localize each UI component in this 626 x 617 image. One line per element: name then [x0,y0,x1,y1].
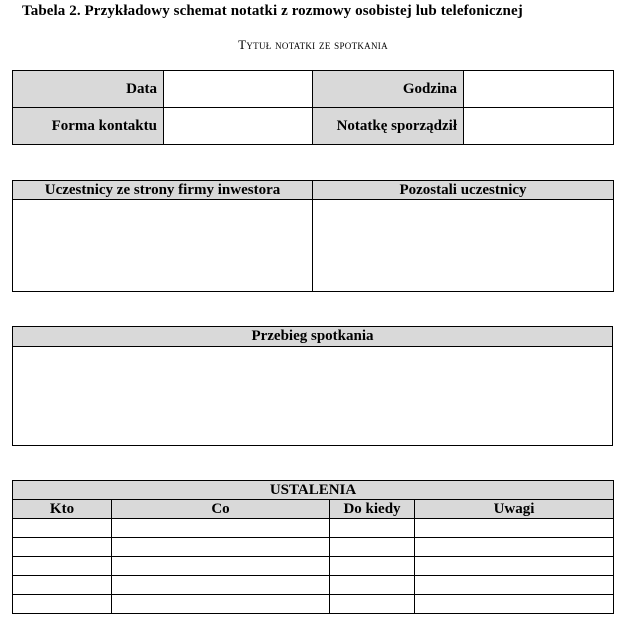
what-cell[interactable] [112,557,330,576]
who-cell[interactable] [13,595,112,614]
document-title: Tabela 2. Przykładowy schemat notatki z rozmowy osobistej lub telefonicznej [22,3,523,19]
deadline-cell[interactable] [330,576,415,595]
participants-table [12,180,614,292]
prepared-by-label: Notatkę sporządził [313,108,464,145]
notes-cell[interactable] [415,576,614,595]
column-header-who: Kto [13,500,112,519]
table-row [13,538,614,557]
column-header-deadline: Do kiedy [330,500,415,519]
deadline-cell[interactable] [330,595,415,614]
who-cell[interactable] [13,519,112,538]
notes-cell[interactable] [415,595,614,614]
what-cell[interactable] [112,538,330,557]
deadline-cell[interactable] [330,557,415,576]
meeting-course-field[interactable] [13,347,613,446]
agreements-title: USTALENIA [13,481,614,500]
table-row [13,595,614,614]
table-row [13,576,614,595]
contact-form-label: Forma kontaktu [13,108,164,145]
time-label: Godzina [313,71,464,108]
investor-participants-field[interactable] [13,200,313,292]
other-participants-header: Pozostali uczestnicy [313,181,614,200]
agreements-table [12,480,614,614]
who-cell[interactable] [13,576,112,595]
prepared-by-field[interactable] [464,108,614,145]
column-header-what: Co [112,500,330,519]
who-cell[interactable] [13,538,112,557]
who-cell[interactable] [13,557,112,576]
notes-cell[interactable] [415,557,614,576]
deadline-cell[interactable] [330,519,415,538]
date-label: Data [13,71,164,108]
what-cell[interactable] [112,519,330,538]
notes-cell[interactable] [415,519,614,538]
meeting-course-header: Przebieg spotkania [13,327,613,347]
table-row [13,519,614,538]
contact-form-field[interactable] [164,108,313,145]
meeting-course-table [12,326,613,446]
time-field[interactable] [464,71,614,108]
deadline-cell[interactable] [330,538,415,557]
date-field[interactable] [164,71,313,108]
header-table [12,70,614,145]
notes-cell[interactable] [415,538,614,557]
table-row [13,557,614,576]
what-cell[interactable] [112,576,330,595]
note-subtitle: Tytuł notatki ze spotkania [238,37,388,52]
other-participants-field[interactable] [313,200,614,292]
investor-participants-header: Uczestnicy ze strony firmy inwestora [13,181,313,200]
column-header-notes: Uwagi [415,500,614,519]
what-cell[interactable] [112,595,330,614]
